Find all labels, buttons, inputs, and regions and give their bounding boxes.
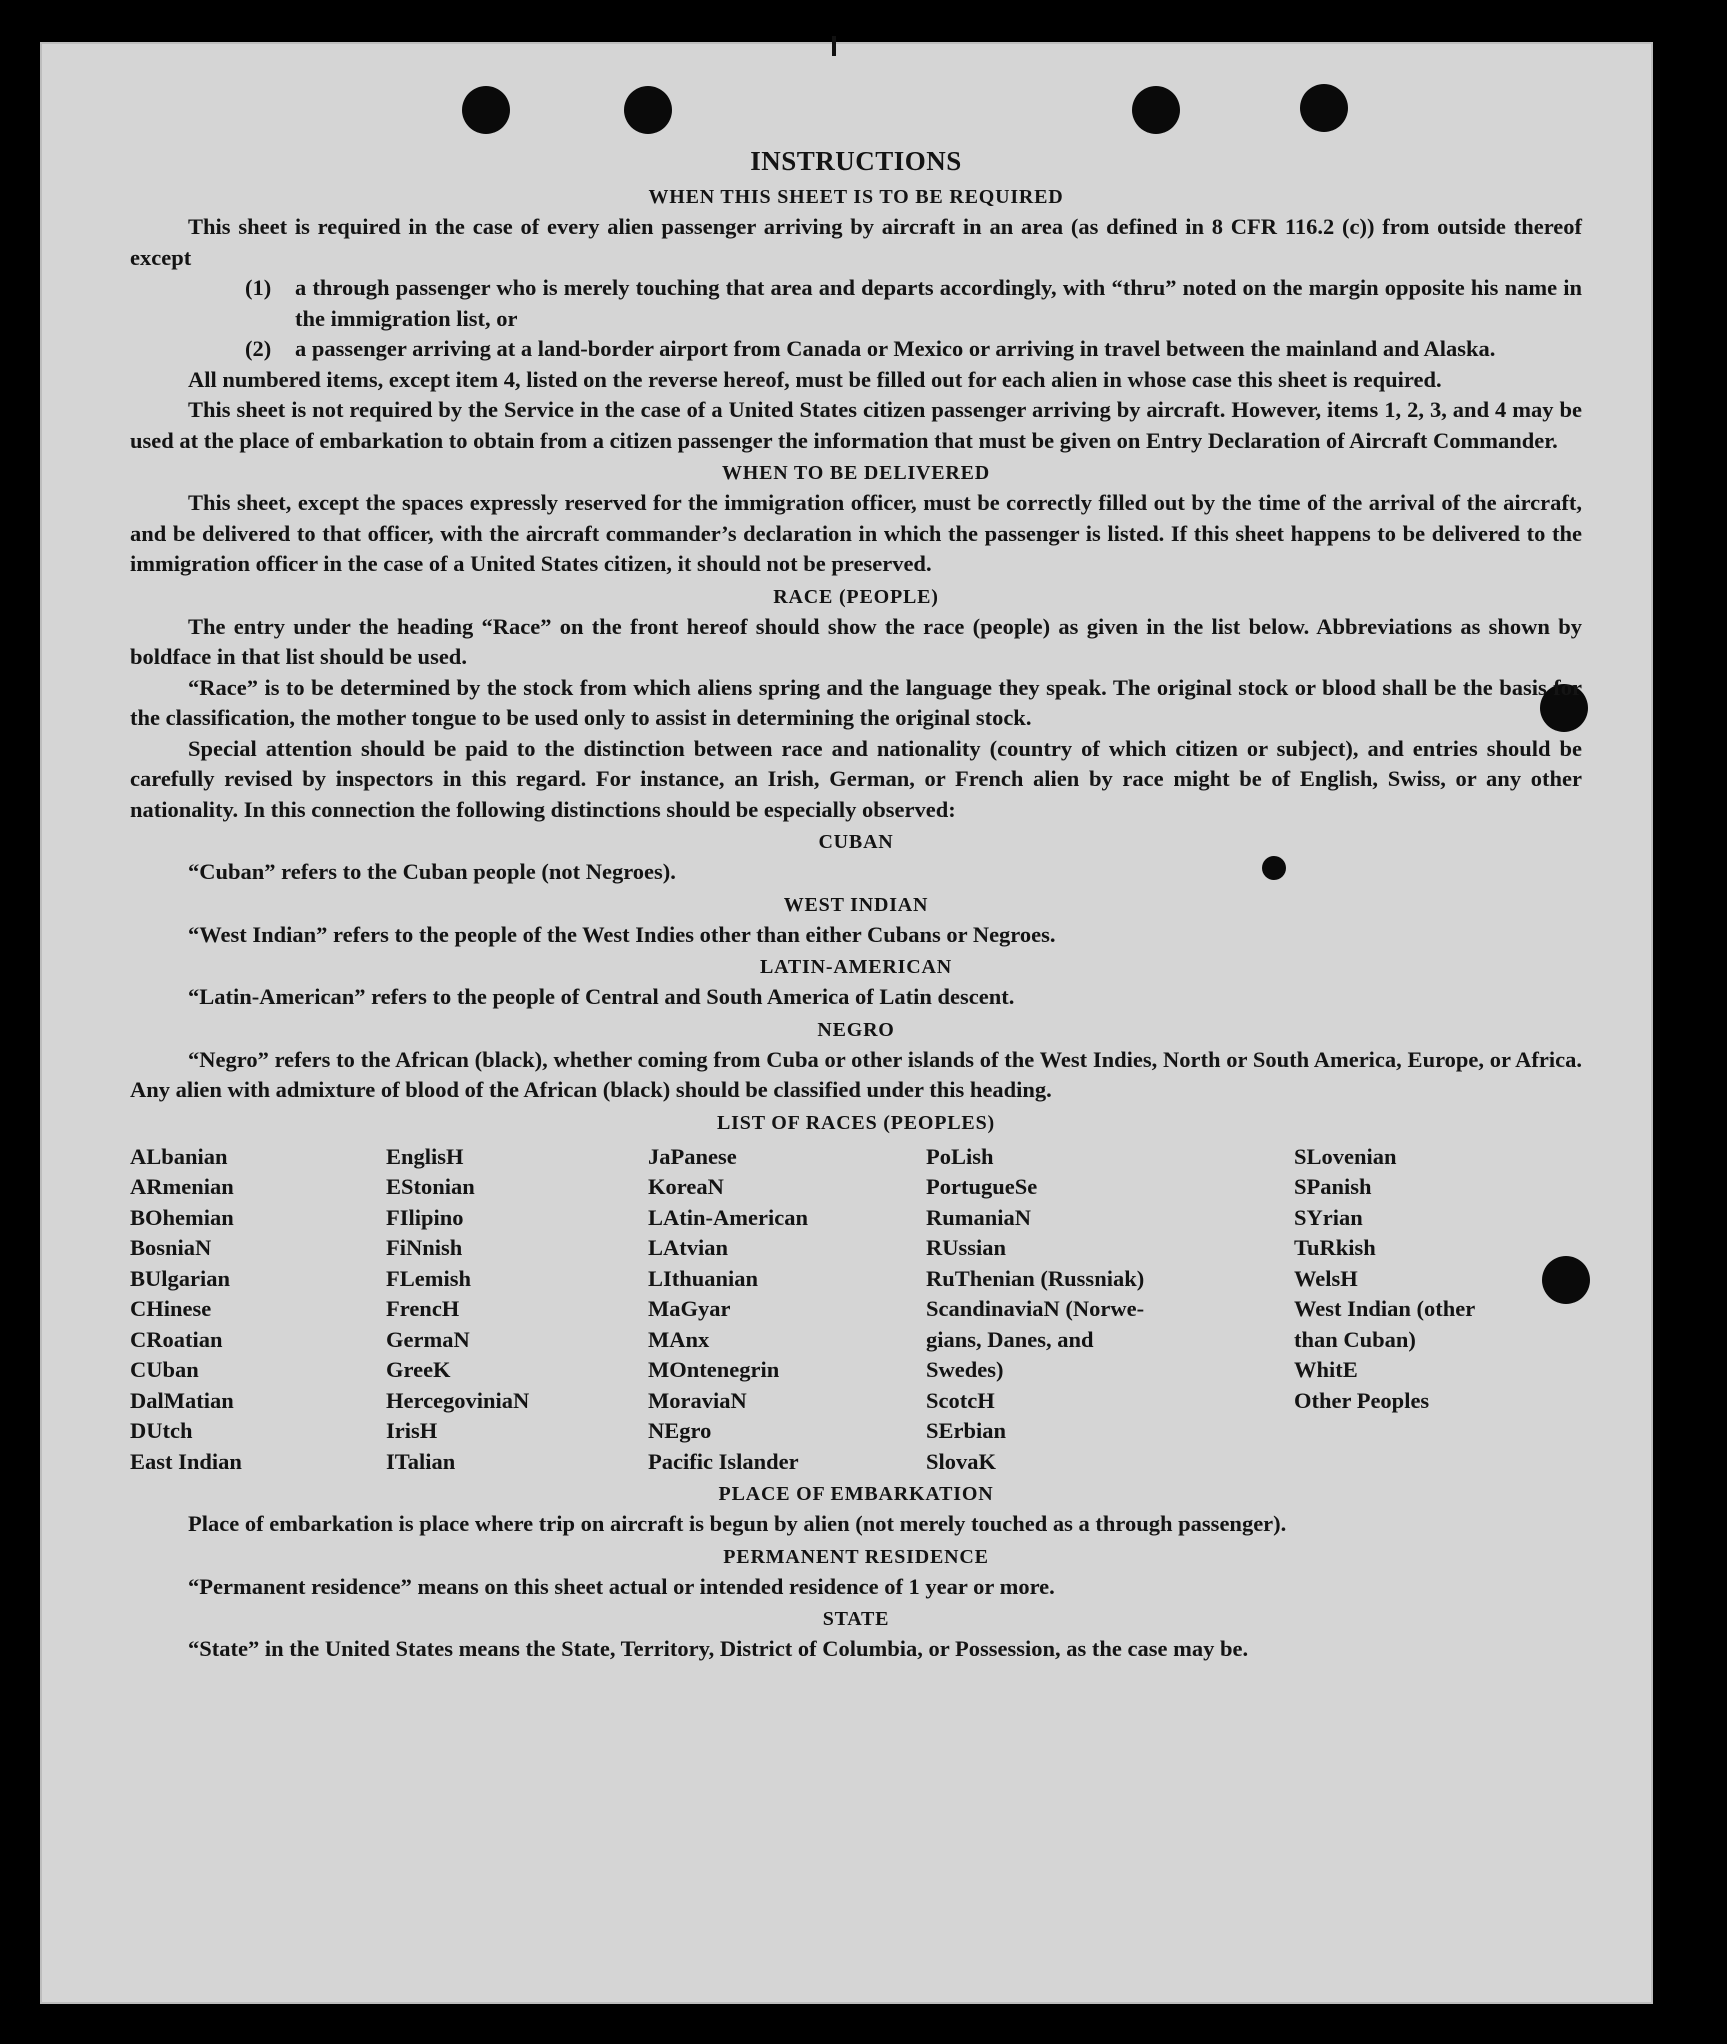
item-text: a passenger arriving at a land-border airport from Canada or Mexico or arriving in travel between the mainland and Alaska.	[295, 336, 1496, 361]
race-entry: CRoatian	[130, 1326, 223, 1352]
item-number: (2)	[245, 336, 272, 361]
paragraph: “Race” is to be determined by the stock from which aliens spring and the language they speak. The original stock or blood shall be the basis for the classification, the mother tongue to be used only to assist in determining the original stock.	[130, 674, 1582, 730]
race-entry: NEgro	[648, 1418, 712, 1443]
races-column	[648, 1142, 926, 1478]
race-entry: ScandinaviaN (Norwe-	[926, 1296, 1145, 1321]
race-entry: LAtin-American	[648, 1204, 808, 1230]
race-entry: BosniaN	[130, 1235, 212, 1260]
section-heading: PERMANENT RESIDENCE	[723, 1545, 989, 1568]
paragraph: “Cuban” refers to the Cuban people (not Negroes).	[188, 859, 676, 884]
race-entry: GreeK	[386, 1357, 451, 1382]
race-entry: SlovaK	[926, 1448, 997, 1474]
race-entry: GermaN	[386, 1326, 470, 1352]
page-title: INSTRUCTIONS	[750, 146, 962, 176]
section-heading: WHEN THIS SHEET IS TO BE REQUIRED	[648, 186, 1064, 208]
race-entry: ITalian	[386, 1448, 456, 1474]
section-heading: STATE	[822, 1608, 890, 1630]
race-entry: DUtch	[130, 1418, 193, 1443]
race-entry: Pacific Islander	[648, 1448, 799, 1474]
section-heading: LIST OF RACES (PEOPLES)	[717, 1111, 995, 1134]
races-column	[926, 1142, 1294, 1478]
paragraph: “Negro” refers to the African (black), whether coming from Cuba or other islands of the West Indies, North or South America, Europe, or Africa. Any alien with admixture of blood of the African (black) should be classified under this heading.	[130, 1046, 1582, 1102]
paragraph: All numbered items, except item 4, listed on the reverse hereof, must be filled out for each alien in whose case this sheet is required.	[188, 366, 1442, 392]
item-text: a through passenger who is merely touching that area and departs accordingly, with “thru” noted on the margin opposite his name in the immigration list, or	[295, 275, 1582, 331]
races-column	[386, 1142, 648, 1478]
section-heading: NEGRO	[817, 1018, 895, 1041]
exception-item	[130, 273, 1582, 334]
punch-hole	[462, 86, 510, 134]
section-heading: RACE (PEOPLE)	[773, 585, 939, 608]
race-entry: CHinese	[130, 1296, 212, 1321]
race-entry: RuThenian (Russniak)	[926, 1265, 1145, 1291]
race-entry: Swedes)	[926, 1357, 1004, 1382]
race-entry: SErbian	[926, 1418, 1007, 1443]
exception-item	[130, 334, 1582, 365]
race-entry: MoraviaN	[648, 1387, 747, 1413]
race-entry: ScotcH	[926, 1387, 995, 1413]
section-heading: CUBAN	[818, 831, 894, 853]
race-entry: PoLish	[926, 1143, 994, 1169]
race-entry: MAnx	[648, 1326, 710, 1352]
paragraph: The entry under the heading “Race” on the front hereof should show the race (people) as given in the list below. Abbreviations as shown by boldface in that list should be used.	[130, 613, 1582, 669]
race-entry: SLovenian	[1294, 1143, 1397, 1169]
paragraph: “West Indian” refers to the people of the West Indies other than either Cubans or Negroes.	[188, 921, 1056, 947]
punch-hole	[624, 86, 672, 134]
race-entry: WhitE	[1294, 1357, 1358, 1382]
race-entry: PortugueSe	[926, 1174, 1038, 1199]
paragraph: “Latin-American” refers to the people of Central and South America of Latin descent.	[188, 984, 1015, 1009]
race-entry: TuRkish	[1294, 1235, 1376, 1260]
races-column	[1294, 1142, 1582, 1478]
race-entry: LIthuanian	[648, 1265, 759, 1291]
paragraph: “State” in the United States means the State, Territory, District of Columbia, or Possession, as the case may be.	[188, 1636, 1249, 1661]
punch-hole	[1300, 84, 1348, 132]
race-entry: BUlgarian	[130, 1265, 231, 1291]
race-entry: FrencH	[386, 1296, 460, 1321]
race-entry: JaPanese	[648, 1143, 737, 1169]
race-entry: SYrian	[1294, 1204, 1363, 1230]
race-entry: than Cuban)	[1294, 1326, 1416, 1352]
scan-mark	[832, 36, 836, 56]
paragraph: This sheet is required in the case of every alien passenger arriving by aircraft in an area (as defined in 8 CFR 116.2 (c)) from outside thereof except	[130, 214, 1582, 270]
section-heading: WEST INDIAN	[783, 893, 929, 916]
paragraph: Special attention should be paid to the distinction between race and nationality (country of which citizen or subject), and entries should be carefully revised by inspectors in this regard. For instance, an Irish, German, or French alien by race might be of English, Swiss, or any other nationality. In this connection the following distinctions should be especially observed:	[130, 735, 1582, 822]
race-entry: BOhemian	[130, 1204, 234, 1230]
paragraph: This sheet is not required by the Service in the case of a United States citizen passenger arriving by aircraft. However, items 1, 2, 3, and 4 may be used at the place of embarkation to obtain from a citizen passenger the information that must be given on Entry Declaration of Aircraft Commander.	[130, 397, 1582, 453]
item-number: (1)	[245, 275, 272, 300]
race-entry: SPanish	[1294, 1174, 1372, 1199]
race-entry: Other Peoples	[1294, 1387, 1430, 1413]
race-entry: CUban	[130, 1357, 199, 1382]
race-entry: ALbanian	[130, 1143, 228, 1169]
race-entry: WelsH	[1294, 1265, 1358, 1291]
race-entry: MOntenegrin	[648, 1357, 780, 1382]
race-entry: EnglisH	[386, 1143, 464, 1169]
race-entry: RUssian	[926, 1235, 1007, 1260]
races-list	[130, 1142, 1582, 1478]
race-entry: EStonian	[386, 1174, 475, 1199]
race-entry: MaGyar	[648, 1296, 731, 1321]
document-page	[40, 42, 1653, 2004]
race-entry: ARmenian	[130, 1174, 234, 1199]
race-entry: East Indian	[130, 1448, 242, 1474]
paragraph: This sheet, except the spaces expressly reserved for the immigration officer, must be correctly filled out by the time of the arrival of the aircraft, and be delivered to that officer, with the aircraft commander’s declaration in which the passenger is listed. If this sheet happens to be delivered to the immigration officer in the case of a United States citizen, it should not be preserved.	[130, 490, 1582, 576]
race-entry: IrisH	[386, 1418, 438, 1443]
instructions-content	[130, 142, 1582, 1665]
race-entry: FLemish	[386, 1265, 472, 1291]
race-entry: FIlipino	[386, 1204, 464, 1230]
races-column	[130, 1142, 386, 1478]
section-heading: LATIN-AMERICAN	[760, 956, 952, 978]
section-heading: WHEN TO BE DELIVERED	[721, 462, 991, 484]
section-heading: PLACE OF EMBARKATION	[718, 1483, 994, 1505]
race-entry: HercegoviniaN	[386, 1387, 530, 1413]
race-entry: FiNnish	[386, 1235, 463, 1260]
paragraph: “Permanent residence” means on this sheet actual or intended residence of 1 year or more.	[188, 1573, 1055, 1599]
paragraph: Place of embarkation is place where trip on aircraft is begun by alien (not merely touched as a through passenger).	[188, 1511, 1287, 1536]
race-entry: KoreaN	[648, 1174, 724, 1199]
race-entry: RumaniaN	[926, 1204, 1032, 1230]
race-entry: West Indian (other	[1294, 1296, 1476, 1321]
race-entry: LAtvian	[648, 1235, 729, 1260]
punch-hole	[1132, 86, 1180, 134]
race-entry: DalMatian	[130, 1387, 234, 1413]
race-entry: gians, Danes, and	[926, 1326, 1094, 1352]
